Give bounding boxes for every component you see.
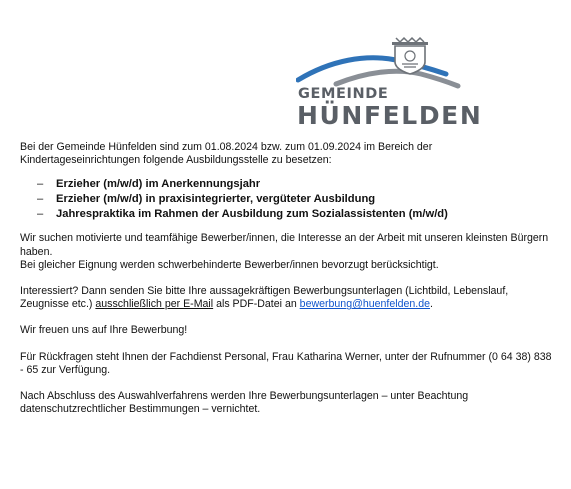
logo-text-huenfelden: HÜNFELDEN — [297, 101, 483, 130]
job-title: Erzieher (m/w/d) in praxisintegrierter, vergüteter Ausbildung — [56, 193, 376, 206]
dash-bullet: – — [37, 193, 44, 206]
email-only-emphasis: ausschließlich per E-Mail — [95, 298, 214, 311]
job-item — [20, 207, 555, 222]
dash-bullet: – — [37, 208, 44, 221]
dash-bullet: – — [37, 178, 44, 191]
gemeinde-huenfelden-logo — [296, 34, 483, 130]
apply-text-2: als PDF-Datei an — [213, 298, 300, 311]
job-title: Erzieher (m/w/d) im Anerkennungsjahr — [56, 178, 261, 191]
job-list — [20, 177, 555, 222]
privacy-paragraph: Nach Abschluss des Auswahlverfahrens werden Ihre Bewerbungsunterlagen – unter Beachtung datenschutzrechtlicher Bestimmungen – vernichtet. — [20, 390, 469, 416]
apply-text: Interessiert? Dann senden Sie bitte Ihre aussagekräftigen Bewerbungsunterlagen (Lichtbild, Lebenslauf, Zeugnisse etc.) — [20, 285, 509, 311]
disability-note: Bei gleicher Eignung werden schwerbehinderte Bewerber/innen bevorzugt berücksichtigt. — [20, 258, 439, 271]
apply-paragraph — [20, 285, 555, 311]
intro-paragraph: Bei der Gemeinde Hünfelden sind zum 01.08.2024 bzw. zum 01.09.2024 im Bereich der Kindertageseinrichtungen folgende Ausbildungsstelle zu besetzen: — [20, 141, 433, 167]
coat-of-arms-emblem — [296, 34, 462, 94]
job-title: Jahrespraktika im Rahmen der Ausbildung zum Sozialassistenten (m/w/d) — [56, 208, 448, 221]
contact-paragraph: Für Rückfragen steht Ihnen der Fachdienst Personal, Frau Katharina Werner, unter der Rufnummer (0 64 38) 838 - 65 zur Verfügung. — [20, 350, 552, 376]
job-posting-body — [20, 141, 555, 416]
closing-line: Wir freuen uns auf Ihre Bewerbung! — [20, 324, 188, 337]
seeking-paragraph: Wir suchen motivierte und teamfähige Bewerber/innen, die Interesse an der Arbeit mit unseren kleinsten Bürgern haben. — [20, 232, 549, 258]
job-item — [20, 192, 555, 207]
job-item — [20, 177, 555, 192]
email-link[interactable]: bewerbung@huenfelden.de — [299, 298, 431, 311]
logo-text-gemeinde: GEMEINDE — [298, 86, 389, 102]
apply-text-end: . — [430, 298, 433, 311]
